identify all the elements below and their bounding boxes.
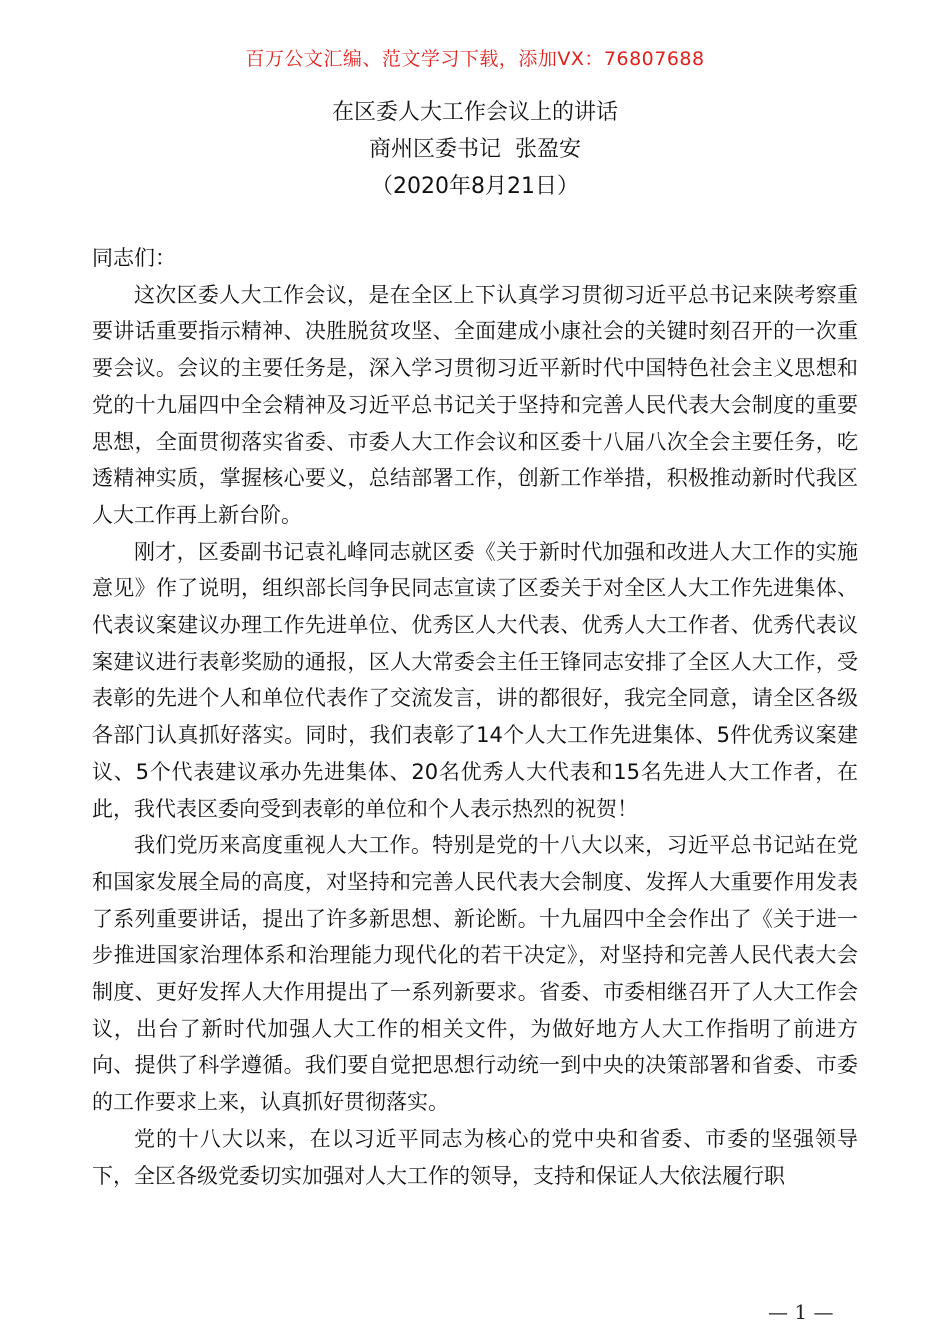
page-number: — 1 — (768, 1300, 834, 1324)
page-footer (0, 1300, 950, 1330)
greeting: 同志们： (92, 246, 176, 270)
document-title: 在区委人大工作会议上的讲话 (331, 100, 618, 125)
watermark-banner: 百万公文汇编、范文学习下载，添加VX：76807688 (245, 48, 705, 70)
body-text (92, 240, 858, 1194)
speaker-line: 商州区委书记 张盈安 (369, 137, 581, 162)
paragraph: 这次区委人大工作会议，是在全区上下认真学习贯彻习近平总书记来陕考察重要讲话重要指示精神、决胜脱贫攻坚、全面建成小康社会的关键时刻召开的一次重要会议。会议的主要任务是，深入学习贯彻习近平新时代中国特色社会主义思想和党的十九届四中全会精神及习近平总书记关于坚持和完善人民代表大会制度的重要思想，全面贯彻落实省委、市委人大工作会议和区委十八届八次全会主要任务，吃透精神实质，掌握核心要义，总结部署工作，创新工作举措，积极推动新时代我区人大工作再上新台阶。 (92, 282, 858, 527)
paragraph: 党的十八大以来，在以习近平同志为核心的党中央和省委、市委的坚强领导下，全区各级党委切实加强对人大工作的领导，支持和保证人大依法履行职 (92, 1126, 858, 1188)
paragraph: 刚才，区委副书记袁礼峰同志就区委《关于新时代加强和改进人大工作的实施意见》作了说明，组织部长闫争民同志宣读了区委关于对全区人大工作先进集体、代表议案建议办理工作先进单位、优秀区人大代表、优秀人大工作者、优秀代表议案建议进行表彰奖励的通报，区人大常委会主任王锋同志安排了全区人大工作，受表彰的先进个人和单位代表作了交流发言，讲的都很好，我完全同意，请全区各级各部门认真抓好落实。同时，我们表彰了14个人大工作先进集体、5件优秀议案建议、5个代表建议承办先进集体、20名优秀人大代表和15名先进人大工作者，在此，我代表区委向受到表彰的单位和个人表示热烈的祝贺！ (92, 539, 858, 821)
date-line: （2020年8月21日） (371, 174, 579, 199)
title-block (0, 94, 950, 205)
paragraph: 我们党历来高度重视人大工作。特别是党的十八大以来，习近平总书记站在党和国家发展全局的高度，对坚持和完善人民代表大会制度、发挥人大重要作用发表了系列重要讲话，提出了许多新思想、新论断。十九届四中全会作出了《关于进一步推进国家治理体系和治理能力现代化的若干决定》，对坚持和完善人民代表大会制度、更好发挥人大作用提出了一系列新要求。省委、市委相继召开了人大工作会议，出台了新时代加强人大工作的相关文件，为做好地方人大工作指明了前进方向、提供了科学遵循。我们要自觉把思想行动统一到中央的决策部署和省委、市委的工作要求上来，认真抓好贯彻落实。 (92, 833, 858, 1115)
